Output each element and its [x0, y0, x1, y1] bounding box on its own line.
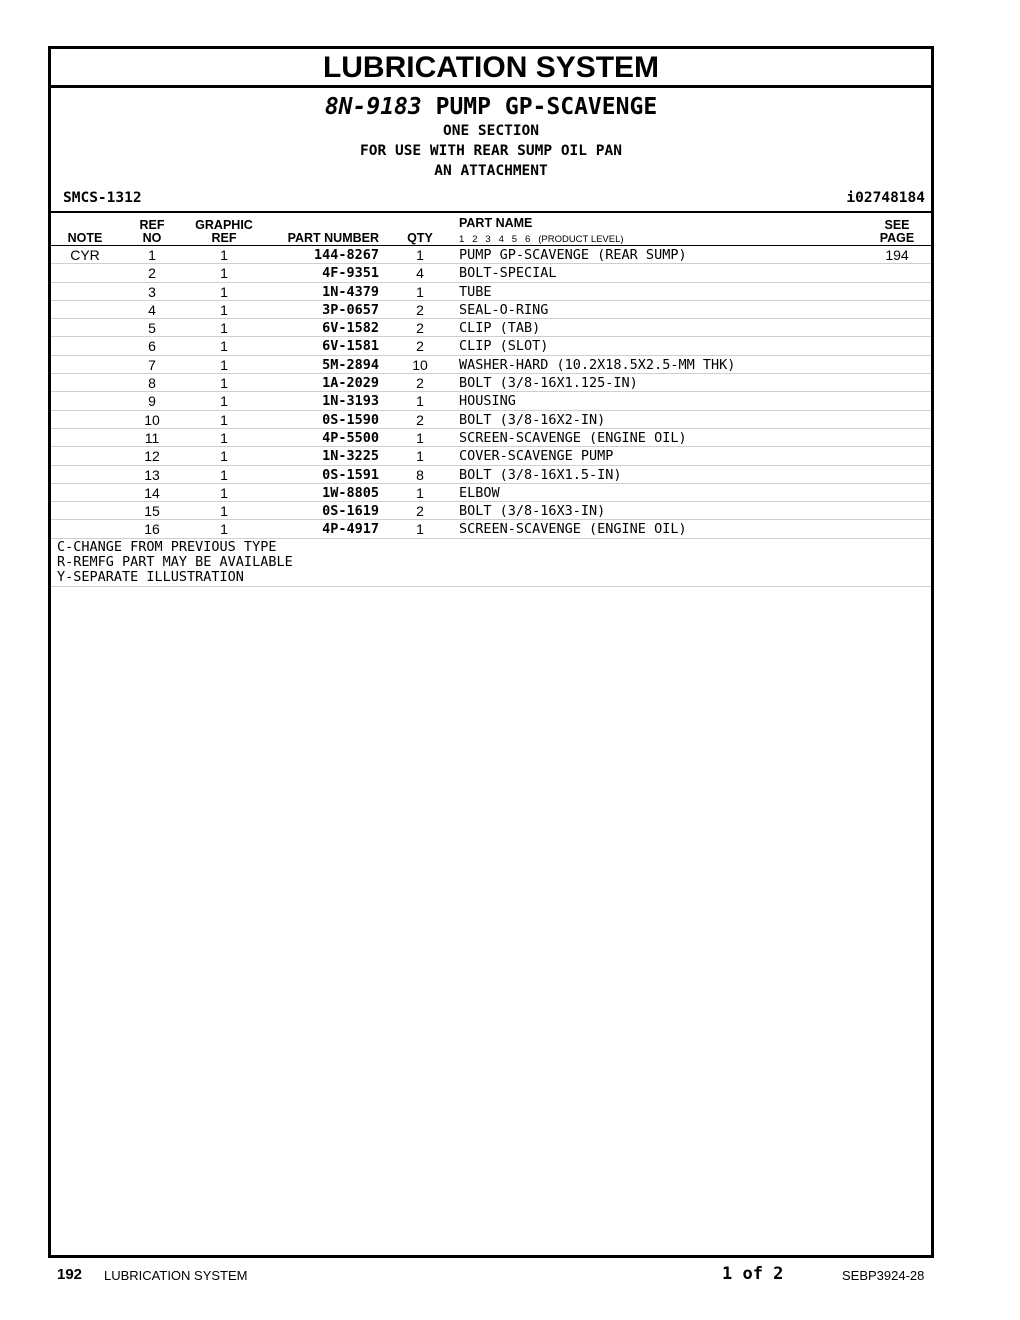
cell-qty: 8	[416, 466, 424, 483]
cell-graphic-ref: 1	[220, 448, 228, 465]
cell-part-number: 1A-2029	[322, 375, 379, 392]
header-graphic-top: GRAPHIC	[195, 218, 253, 232]
subtitle-line: ONE SECTION	[442, 123, 540, 139]
cell-part-name: BOLT (3/8-16X1.125-IN)	[459, 375, 638, 392]
cell-graphic-ref: 1	[220, 338, 228, 355]
cell-qty: 2	[416, 503, 424, 520]
header-graphic-bottom: REF	[211, 231, 237, 245]
table-header	[51, 215, 931, 246]
cell-part-name: COVER-SCAVENGE PUMP	[459, 448, 614, 465]
table-row	[51, 337, 931, 355]
cell-graphic-ref: 1	[220, 521, 228, 538]
group-name: PUMP GP-SCAVENGE	[435, 94, 658, 120]
table-row	[51, 484, 931, 502]
cell-qty: 1	[416, 393, 424, 410]
cell-part-number: 4P-4917	[322, 521, 379, 538]
cell-graphic-ref: 1	[220, 484, 228, 501]
cell-note: CYR	[70, 247, 100, 263]
header-ref-top: REF	[139, 218, 165, 232]
table-row	[51, 283, 931, 301]
cell-graphic-ref: 1	[220, 466, 228, 483]
cell-ref-no: 11	[144, 429, 160, 446]
table-row	[51, 429, 931, 447]
cell-ref-no: 7	[148, 356, 156, 373]
footer-page-number: 192	[57, 1266, 83, 1283]
cell-ref-no: 12	[144, 448, 160, 465]
cell-ref-no: 15	[144, 503, 160, 520]
cell-ref-no: 8	[148, 375, 156, 392]
cell-part-name: CLIP (SLOT)	[459, 338, 549, 355]
cell-part-number: 6V-1582	[322, 320, 379, 337]
cell-ref-no: 5	[148, 320, 156, 337]
cell-qty: 4	[416, 265, 424, 282]
notes-legend	[57, 540, 931, 585]
cell-part-number: 1N-3193	[322, 393, 379, 410]
group-title	[51, 93, 931, 121]
system-title: LUBRICATION SYSTEM	[51, 49, 931, 88]
header-ref-bottom: NO	[142, 231, 162, 245]
subtitle-line: AN ATTACHMENT	[434, 163, 548, 179]
table-row	[51, 319, 931, 337]
page-footer	[0, 1264, 1020, 1288]
cell-part-number: 1W-8805	[322, 484, 379, 501]
cell-part-name: HOUSING	[459, 393, 516, 410]
parts-table-body	[51, 246, 931, 539]
cell-graphic-ref: 1	[220, 429, 228, 446]
table-row	[51, 356, 931, 374]
cell-part-name: ELBOW	[459, 484, 500, 501]
cell-part-number: 4P-5500	[322, 429, 379, 446]
cell-qty: 2	[416, 338, 424, 355]
cell-qty: 1	[416, 448, 424, 465]
cell-part-name: PUMP GP-SCAVENGE (REAR SUMP)	[459, 247, 687, 263]
cell-part-name: SCREEN-SCAVENGE (ENGINE OIL)	[459, 429, 687, 446]
cell-part-name: BOLT (3/8-16X1.5-IN)	[459, 466, 622, 483]
subtitle-line: FOR USE WITH REAR SUMP OIL PAN	[360, 143, 622, 159]
cell-qty: 1	[416, 521, 424, 538]
cell-graphic-ref: 1	[220, 356, 228, 373]
header-see-bottom: PAGE	[879, 231, 915, 245]
table-row	[51, 301, 931, 319]
cell-ref-no: 16	[144, 521, 160, 538]
cell-graphic-ref: 1	[220, 503, 228, 520]
cell-ref-no: 6	[148, 338, 156, 355]
cell-part-name: TUBE	[459, 283, 492, 300]
cell-graphic-ref: 1	[220, 247, 228, 263]
footer-doc-number: SEBP3924-28	[842, 1268, 925, 1283]
cell-qty: 1	[416, 247, 424, 263]
cell-ref-no: 4	[148, 301, 156, 318]
notes-divider	[51, 586, 931, 587]
page-frame	[48, 46, 934, 1258]
header-see-top: SEE	[884, 218, 910, 232]
cell-part-number: 0S-1591	[322, 466, 379, 483]
note-line: C-CHANGE FROM PREVIOUS TYPE	[57, 539, 277, 555]
header-part-number: PART NUMBER	[287, 231, 379, 245]
table-row	[51, 520, 931, 538]
cell-part-name: SCREEN-SCAVENGE (ENGINE OIL)	[459, 521, 687, 538]
cell-part-number: 0S-1619	[322, 503, 379, 520]
cell-qty: 1	[416, 283, 424, 300]
cell-part-number: 0S-1590	[322, 411, 379, 428]
note-line: R-REMFG PART MAY BE AVAILABLE	[57, 554, 293, 570]
cell-part-name: WASHER-HARD (10.2X18.5X2.5-MM THK)	[459, 356, 736, 373]
cell-graphic-ref: 1	[220, 320, 228, 337]
cell-graphic-ref: 1	[220, 265, 228, 282]
cell-part-number: 144-8267	[313, 247, 379, 263]
cell-ref-no: 13	[144, 466, 160, 483]
table-row	[51, 502, 931, 520]
document-id: i02748184	[846, 190, 925, 206]
cell-part-number: 3P-0657	[322, 301, 379, 318]
cell-ref-no: 9	[148, 393, 156, 410]
cell-part-name: SEAL-O-RING	[459, 301, 549, 318]
cell-ref-no: 1	[148, 247, 156, 263]
cell-ref-no: 14	[144, 484, 160, 501]
footer-section: LUBRICATION SYSTEM	[104, 1268, 248, 1283]
cell-part-name: BOLT (3/8-16X3-IN)	[459, 503, 606, 520]
header-qty: QTY	[407, 231, 433, 245]
footer-page-of: 1 of 2	[722, 1264, 784, 1284]
cell-part-name: CLIP (TAB)	[459, 320, 541, 337]
cell-part-number: 1N-3225	[322, 448, 379, 465]
cell-ref-no: 2	[148, 265, 156, 282]
cell-graphic-ref: 1	[220, 393, 228, 410]
table-row	[51, 411, 931, 429]
cell-qty: 1	[416, 484, 424, 501]
group-part-number: 8N-9183	[324, 94, 422, 120]
cell-qty: 2	[416, 320, 424, 337]
header-part-name: PART NAME	[459, 216, 533, 230]
smcs-code: SMCS-1312	[63, 190, 142, 206]
table-row	[51, 374, 931, 392]
cell-part-name: BOLT-SPECIAL	[459, 265, 557, 282]
cell-qty: 2	[416, 411, 424, 428]
cell-see-page: 194	[885, 247, 909, 263]
cell-graphic-ref: 1	[220, 283, 228, 300]
cell-qty: 2	[416, 301, 424, 318]
table-row	[51, 392, 931, 410]
cell-qty: 2	[416, 375, 424, 392]
cell-part-number: 5M-2894	[322, 356, 379, 373]
header-product-levels: 1 2 3 4 5 6 (PRODUCT LEVEL)	[459, 234, 624, 245]
header-note: NOTE	[67, 231, 103, 245]
cell-ref-no: 10	[144, 411, 160, 428]
cell-part-name: BOLT (3/8-16X2-IN)	[459, 411, 606, 428]
table-row	[51, 246, 931, 264]
cell-graphic-ref: 1	[220, 375, 228, 392]
cell-graphic-ref: 1	[220, 411, 228, 428]
cell-part-number: 4F-9351	[322, 265, 379, 282]
table-row	[51, 264, 931, 282]
header-divider	[51, 211, 931, 213]
cell-part-number: 1N-4379	[322, 283, 379, 300]
cell-qty: 10	[412, 356, 428, 373]
cell-graphic-ref: 1	[220, 301, 228, 318]
cell-qty: 1	[416, 429, 424, 446]
table-row	[51, 466, 931, 484]
cell-part-number: 6V-1581	[322, 338, 379, 355]
cell-ref-no: 3	[148, 283, 156, 300]
table-row	[51, 447, 931, 465]
note-line: Y-SEPARATE ILLUSTRATION	[57, 569, 244, 585]
